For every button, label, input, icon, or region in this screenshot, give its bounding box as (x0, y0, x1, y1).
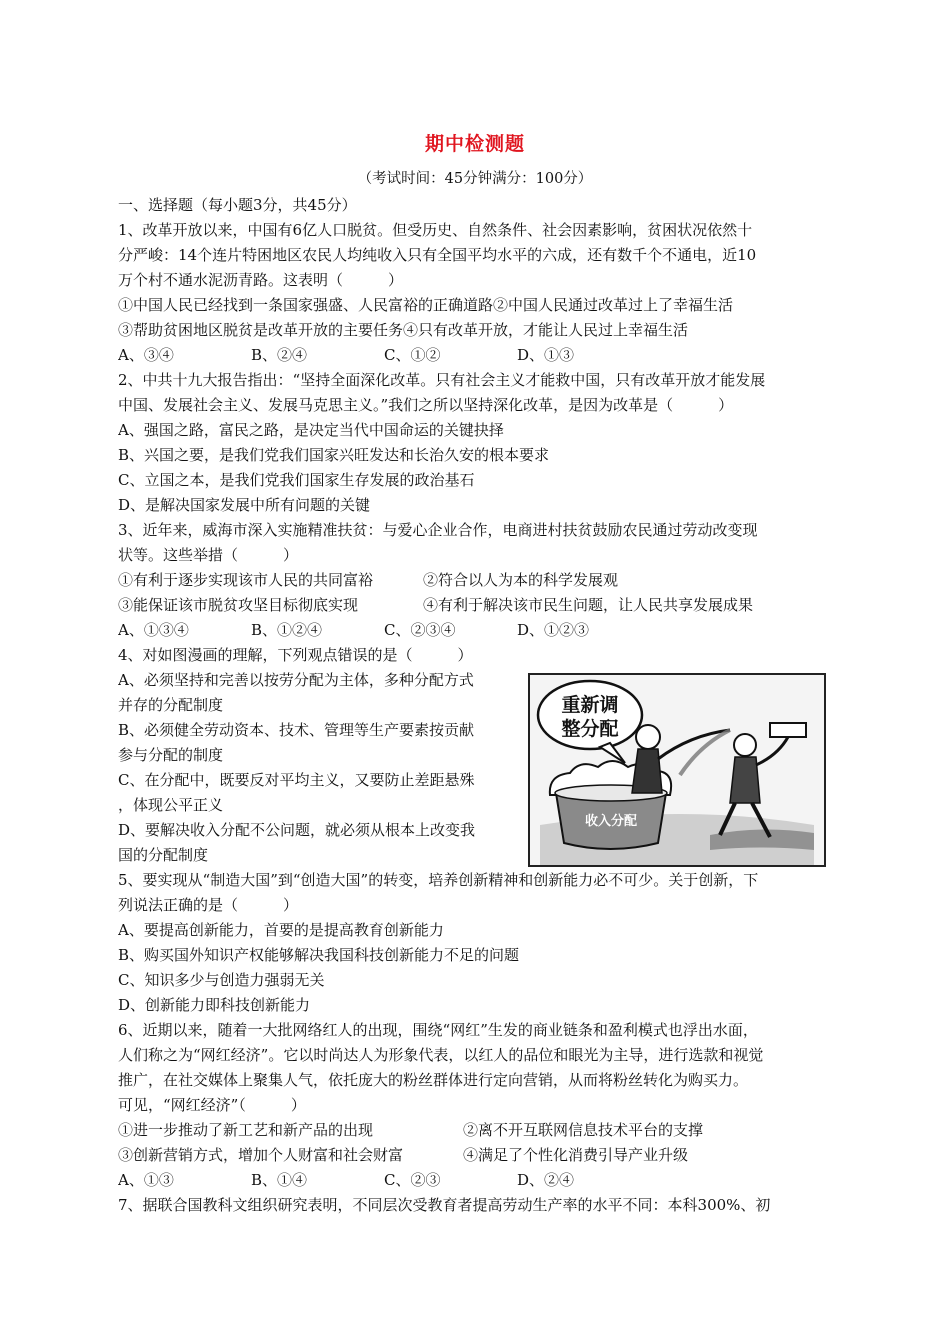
question-4-options (118, 668, 513, 868)
question-1 (118, 218, 838, 368)
bubble-text-1: 重新调 (561, 694, 619, 716)
option-c-cont: ，体现公平正义 (118, 796, 224, 814)
option-a-cont: 并存的分配制度 (118, 696, 224, 714)
question-stem-line: 人们称之为“网红经济”。它以时尚达人为形象代表，以红人的品位和眼光为主导，进行选款和视觉 (118, 1046, 764, 1064)
option-b: B、①②④ (251, 621, 323, 639)
question-stem-line: 推广，在社交媒体上聚集人气，依托庞大的粉丝群体进行定向营销，从而将粉丝转化为购买力。 (118, 1071, 749, 1089)
option-a: A、①③④ (118, 621, 189, 639)
statement-3: ③创新营销方式，增加个人财富和社会财富 (118, 1146, 404, 1164)
statement-row (118, 1118, 838, 1143)
statement-line: ③帮助贫困地区脱贫是改革开放的主要任务④只有改革开放，才能让人民过上幸福生活 (118, 321, 689, 339)
question-stem-line: 6、近期以来，随着一大批网络红人的出现，围绕“网红”生发的商业链条和盈利模式也浮出水面， (118, 1021, 758, 1039)
statement-1: ①有利于逐步实现该市人民的共同富裕 (118, 571, 374, 589)
statement-line: ①中国人民已经找到一条国家强盛、人民富裕的正确道路②中国人民通过改革过上了幸福生活 (118, 296, 734, 314)
question-3 (118, 518, 838, 643)
option-b: B、兴国之要，是我们党我们国家兴旺发达和长治久安的根本要求 (118, 446, 550, 464)
question-stem-line: 状等。这些举措（ ） (118, 546, 299, 564)
question-4 (118, 643, 838, 868)
question-stem-line: 分严峻：14个连片特困地区农民人均纯收入只有全国平均水平的六成，还有数千个不通电，近10 (118, 246, 757, 264)
option-a: A、要提高创新能力，首要的是提高教育创新能力 (118, 921, 444, 939)
pot-label: 收入分配 (584, 814, 638, 829)
question-stem-line: 1、改革开放以来，中国有6亿人口脱贫。但受历史、自然条件、社会因素影响，贫困状况依然十 (118, 221, 753, 239)
option-d: D、创新能力即科技创新能力 (118, 996, 311, 1014)
question-stem-line: 7、据联合国教科文组织研究表明，不同层次受教育者提高劳动生产率的水平不同：本科300%、初 (118, 1196, 771, 1214)
statement-3: ③能保证该市脱贫攻坚目标彻底实现 (118, 596, 359, 614)
question-6 (118, 1018, 838, 1193)
option-c: C、①② (384, 346, 441, 364)
statement-row (118, 1143, 838, 1168)
question-7 (118, 1193, 838, 1218)
question-stem-line: 中国、发展社会主义、发展马克思主义。”我们之所以坚持深化改革，是因为改革是（ ） (118, 396, 734, 414)
question-stem-line: 万个村不通水泥沥青路。这表明（ ） (118, 271, 404, 289)
option-d: D、要解决收入分配不公问题，就必须从根本上改变我 (118, 821, 476, 839)
option-a: A、强国之路，富民之路，是决定当代中国命运的关键抉择 (118, 421, 504, 439)
income-distribution-cartoon (528, 673, 826, 867)
option-row (118, 618, 838, 643)
option-a: A、③④ (118, 346, 174, 364)
statement-2: ②离不开互联网信息技术平台的支撑 (463, 1121, 704, 1139)
option-a: A、①③ (118, 1171, 174, 1189)
option-d: D、①③ (517, 346, 575, 364)
option-c: C、在分配中，既要反对平均主义，又要防止差距悬殊 (118, 771, 475, 789)
option-c: C、知识多少与创造力强弱无关 (118, 971, 325, 989)
option-b: B、①④ (251, 1171, 308, 1189)
statement-row (118, 568, 838, 593)
option-row (118, 343, 838, 368)
statement-4: ④有利于解决该市民生问题，让人民共享发展成果 (423, 596, 754, 614)
option-c: C、②③④ (384, 621, 456, 639)
page-title: 期中检测题 (424, 133, 525, 155)
option-row (118, 1168, 838, 1193)
question-5 (118, 868, 838, 1018)
statement-row (118, 593, 838, 618)
option-c: C、立国之本，是我们党我们国家生存发展的政治基石 (118, 471, 475, 489)
bubble-text-2: 整分配 (561, 718, 619, 740)
option-d: D、是解决国家发展中所有问题的关键 (118, 496, 371, 514)
statement-4: ④满足了个性化消费引导产业升级 (463, 1146, 689, 1164)
question-stem-line: 4、对如图漫画的理解，下列观点错误的是（ ） (118, 646, 473, 664)
question-stem-line: 3、近年来，威海市深入实施精准扶贫：与爱心企业合作，电商进村扶贫鼓励农民通过劳动改变现 (118, 521, 758, 539)
exam-body (118, 193, 838, 1218)
option-c: C、②③ (384, 1171, 441, 1189)
question-stem-line: 列说法正确的是（ ） (118, 896, 299, 914)
option-d-cont: 国的分配制度 (118, 846, 209, 864)
option-b: B、②④ (251, 346, 308, 364)
exam-info: （考试时间：45分钟满分：100分） (357, 171, 593, 187)
question-stem-line: 5、要实现从“制造大国”到“创造大国”的转变，培养创新精神和创新能力必不可少。关于创新，下 (118, 871, 759, 889)
option-b: B、必须健全劳动资本、技术、管理等生产要素按贡献 (118, 721, 475, 739)
option-d: D、①②③ (517, 621, 590, 639)
option-d: D、②④ (517, 1171, 575, 1189)
question-stem-line: 2、中共十九大报告指出：“坚持全面深化改革。只有社会主义才能救中国，只有改革开放才能发展 (118, 371, 766, 389)
question-stem-line: 可见，“网红经济”（ ） (118, 1096, 306, 1114)
option-b-cont: 参与分配的制度 (118, 746, 224, 764)
option-b: B、购买国外知识产权能够解决我国科技创新能力不足的问题 (118, 946, 520, 964)
section-heading: 一、选择题（每小题3分，共45分） (118, 196, 357, 214)
statement-1: ①进一步推动了新工艺和新产品的出现 (118, 1121, 374, 1139)
option-a: A、必须坚持和完善以按劳分配为主体，多种分配方式 (118, 671, 474, 689)
statement-2: ②符合以人为本的科学发展观 (423, 571, 619, 589)
question-2 (118, 368, 838, 518)
